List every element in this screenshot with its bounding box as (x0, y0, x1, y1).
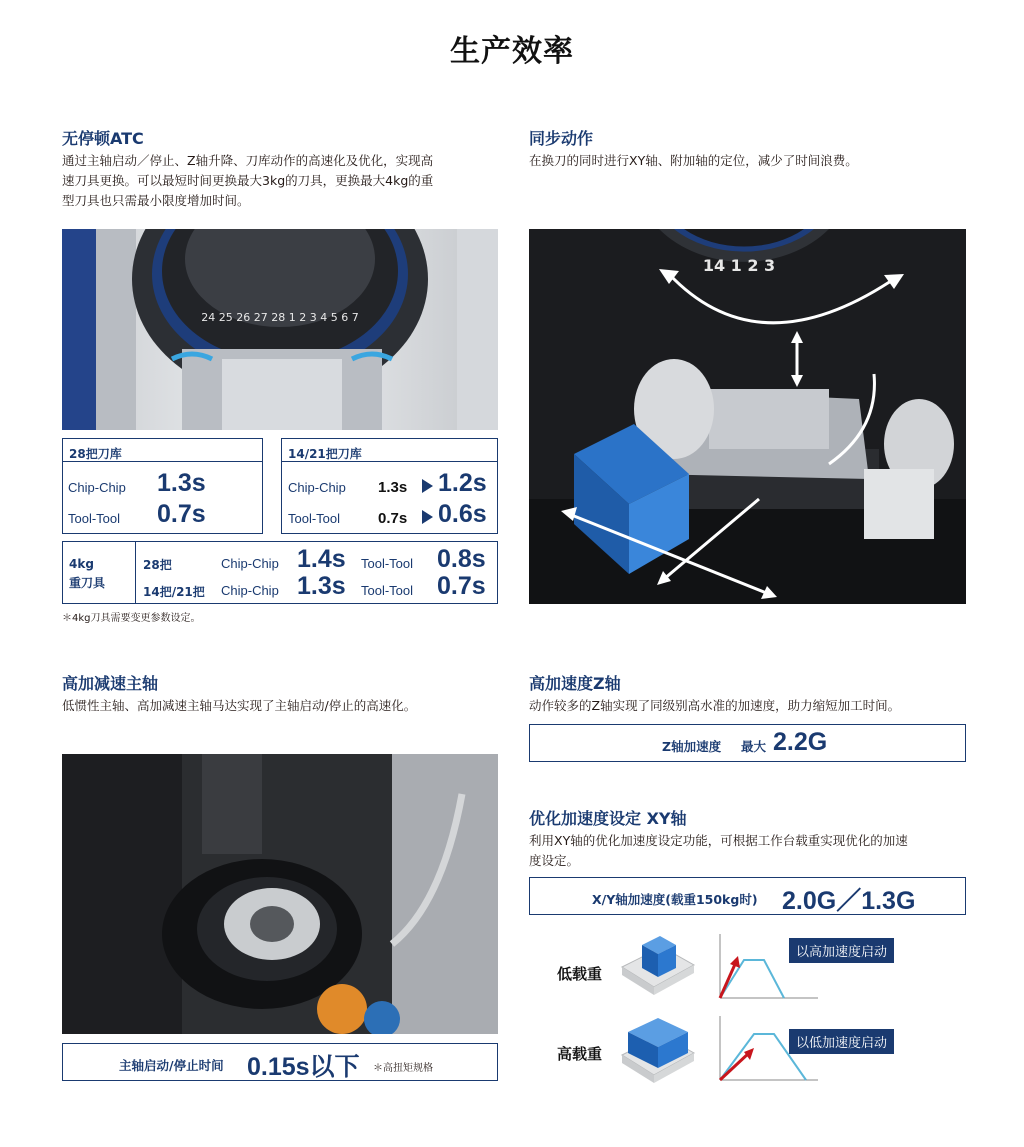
magazine-28-box (62, 438, 263, 534)
high-load-block-icon (618, 1010, 698, 1090)
xyaxis-spec-label: X/Y轴加速度(载重150kg时) (592, 892, 758, 907)
low-load-tag: 以高加速度启动 (789, 938, 894, 963)
mag28-tt-label: Tool-Tool (68, 511, 121, 526)
mag28-cc-label: Chip-Chip (68, 480, 126, 495)
heavy-row2-cc-label: Chip-Chip (221, 583, 279, 598)
spindle-photo (62, 754, 498, 1034)
zaxis-spec-label: Z轴加速度 (662, 739, 722, 754)
spindle-description: 低惯性主轴、高加减速主轴马达实现了主轴启动/停止的高速化。 (62, 698, 417, 713)
zaxis-description: 动作较多的Z轴实现了同级别高水准的加速度，助力缩短加工时间。 (529, 698, 901, 713)
heavy-row2-tt-label: Tool-Tool (361, 583, 414, 598)
heavy-tool-footnote: ＊4kg刀具需要变更参数设定。 (62, 613, 201, 624)
mag1421-tt-old: 0.7s (378, 510, 408, 527)
magazine-1421-title: 14/21把刀库 (288, 447, 362, 461)
tool-magazine-photo (62, 229, 498, 430)
xyaxis-desc-line2: 度设定。 (529, 853, 580, 868)
page-title: 生产效率 (450, 34, 574, 69)
spindle-heading: 高加减速主轴 (62, 674, 159, 693)
sync-motion-photo (529, 229, 966, 604)
mag1421-tt-new: 0.6s (438, 500, 487, 528)
mag1421-cc-label: Chip-Chip (288, 480, 346, 495)
heavy-row2-name: 14把/21把 (143, 585, 205, 599)
atc-description (62, 151, 502, 211)
heavy-row2-tt-value: 0.7s (437, 572, 486, 600)
magazine-1421-box (281, 438, 498, 534)
sync-heading: 同步动作 (529, 129, 594, 148)
heavy-row1-tt-label: Tool-Tool (361, 556, 414, 571)
mag28-cc-value: 1.3s (157, 469, 206, 497)
mag1421-cc-old: 1.3s (378, 479, 408, 496)
magazine-numbers: 24 25 26 27 28 1 2 3 4 5 6 7 (201, 311, 359, 324)
mag1421-tt-label: Tool-Tool (288, 511, 341, 526)
magazine-28-title: 28把刀库 (69, 447, 122, 461)
heavy-label-line2: 重刀具 (69, 576, 106, 590)
heavy-row1-tt-value: 0.8s (437, 545, 486, 573)
heavy-tool-label (69, 555, 105, 593)
xyaxis-spec-box (529, 877, 966, 915)
mag1421-cc-new: 1.2s (438, 469, 487, 497)
heavy-row1-cc-value: 1.4s (297, 545, 346, 573)
arrow-right-icon (422, 479, 433, 493)
sync-magazine-numbers: 14 1 2 3 (702, 256, 776, 275)
heavy-row1-name: 28把 (143, 558, 172, 572)
zaxis-spec-box (529, 724, 966, 762)
xyaxis-desc-line1: 利用XY轴的优化加速度设定功能，可根据工作台载重实现优化的加速 (529, 833, 908, 848)
arrow-right-icon (422, 510, 433, 524)
high-load-label: 高载重 (557, 1045, 603, 1063)
heavy-row2-cc-value: 1.3s (297, 572, 346, 600)
atc-desc-line1: 通过主轴启动／停止、Z轴升降、刀库动作的高速化及优化，实现高 (62, 153, 434, 168)
sync-description: 在换刀的同时进行XY轴、附加轴的定位，减少了时间浪费。 (529, 153, 858, 168)
heavy-tool-box (62, 541, 498, 604)
zaxis-heading: 高加速度Z轴 (529, 674, 621, 693)
zaxis-spec-prefix: 最大 (741, 739, 767, 754)
low-load-block-icon (618, 925, 698, 1000)
xyaxis-spec-value: 2.0G／1.3G (782, 887, 916, 915)
xyaxis-description (529, 831, 969, 871)
atc-desc-line2: 速刀具更换。可以最短时间更换最大3kg的刀具，更换最大4kg的重 (62, 173, 434, 188)
high-load-tag: 以低加速度启动 (789, 1029, 894, 1054)
zaxis-spec-value: 2.2G (773, 728, 828, 756)
heavy-row1-cc-label: Chip-Chip (221, 556, 279, 571)
spindle-spec-value: 0.15s以下 (247, 1053, 360, 1081)
xyaxis-heading: 优化加速度设定 XY轴 (529, 809, 687, 828)
spindle-spec-label: 主轴启动/停止时间 (119, 1058, 224, 1073)
spindle-spec-box (62, 1043, 498, 1081)
heavy-label-line1: 4kg (69, 557, 94, 571)
spindle-spec-note: ＊高扭矩规格 (373, 1063, 433, 1074)
atc-desc-line3: 型刀具也只需最小限度增加时间。 (62, 193, 250, 208)
atc-heading: 无停顿ATC (62, 129, 144, 148)
mag28-tt-value: 0.7s (157, 500, 206, 528)
low-load-label: 低载重 (557, 965, 603, 983)
